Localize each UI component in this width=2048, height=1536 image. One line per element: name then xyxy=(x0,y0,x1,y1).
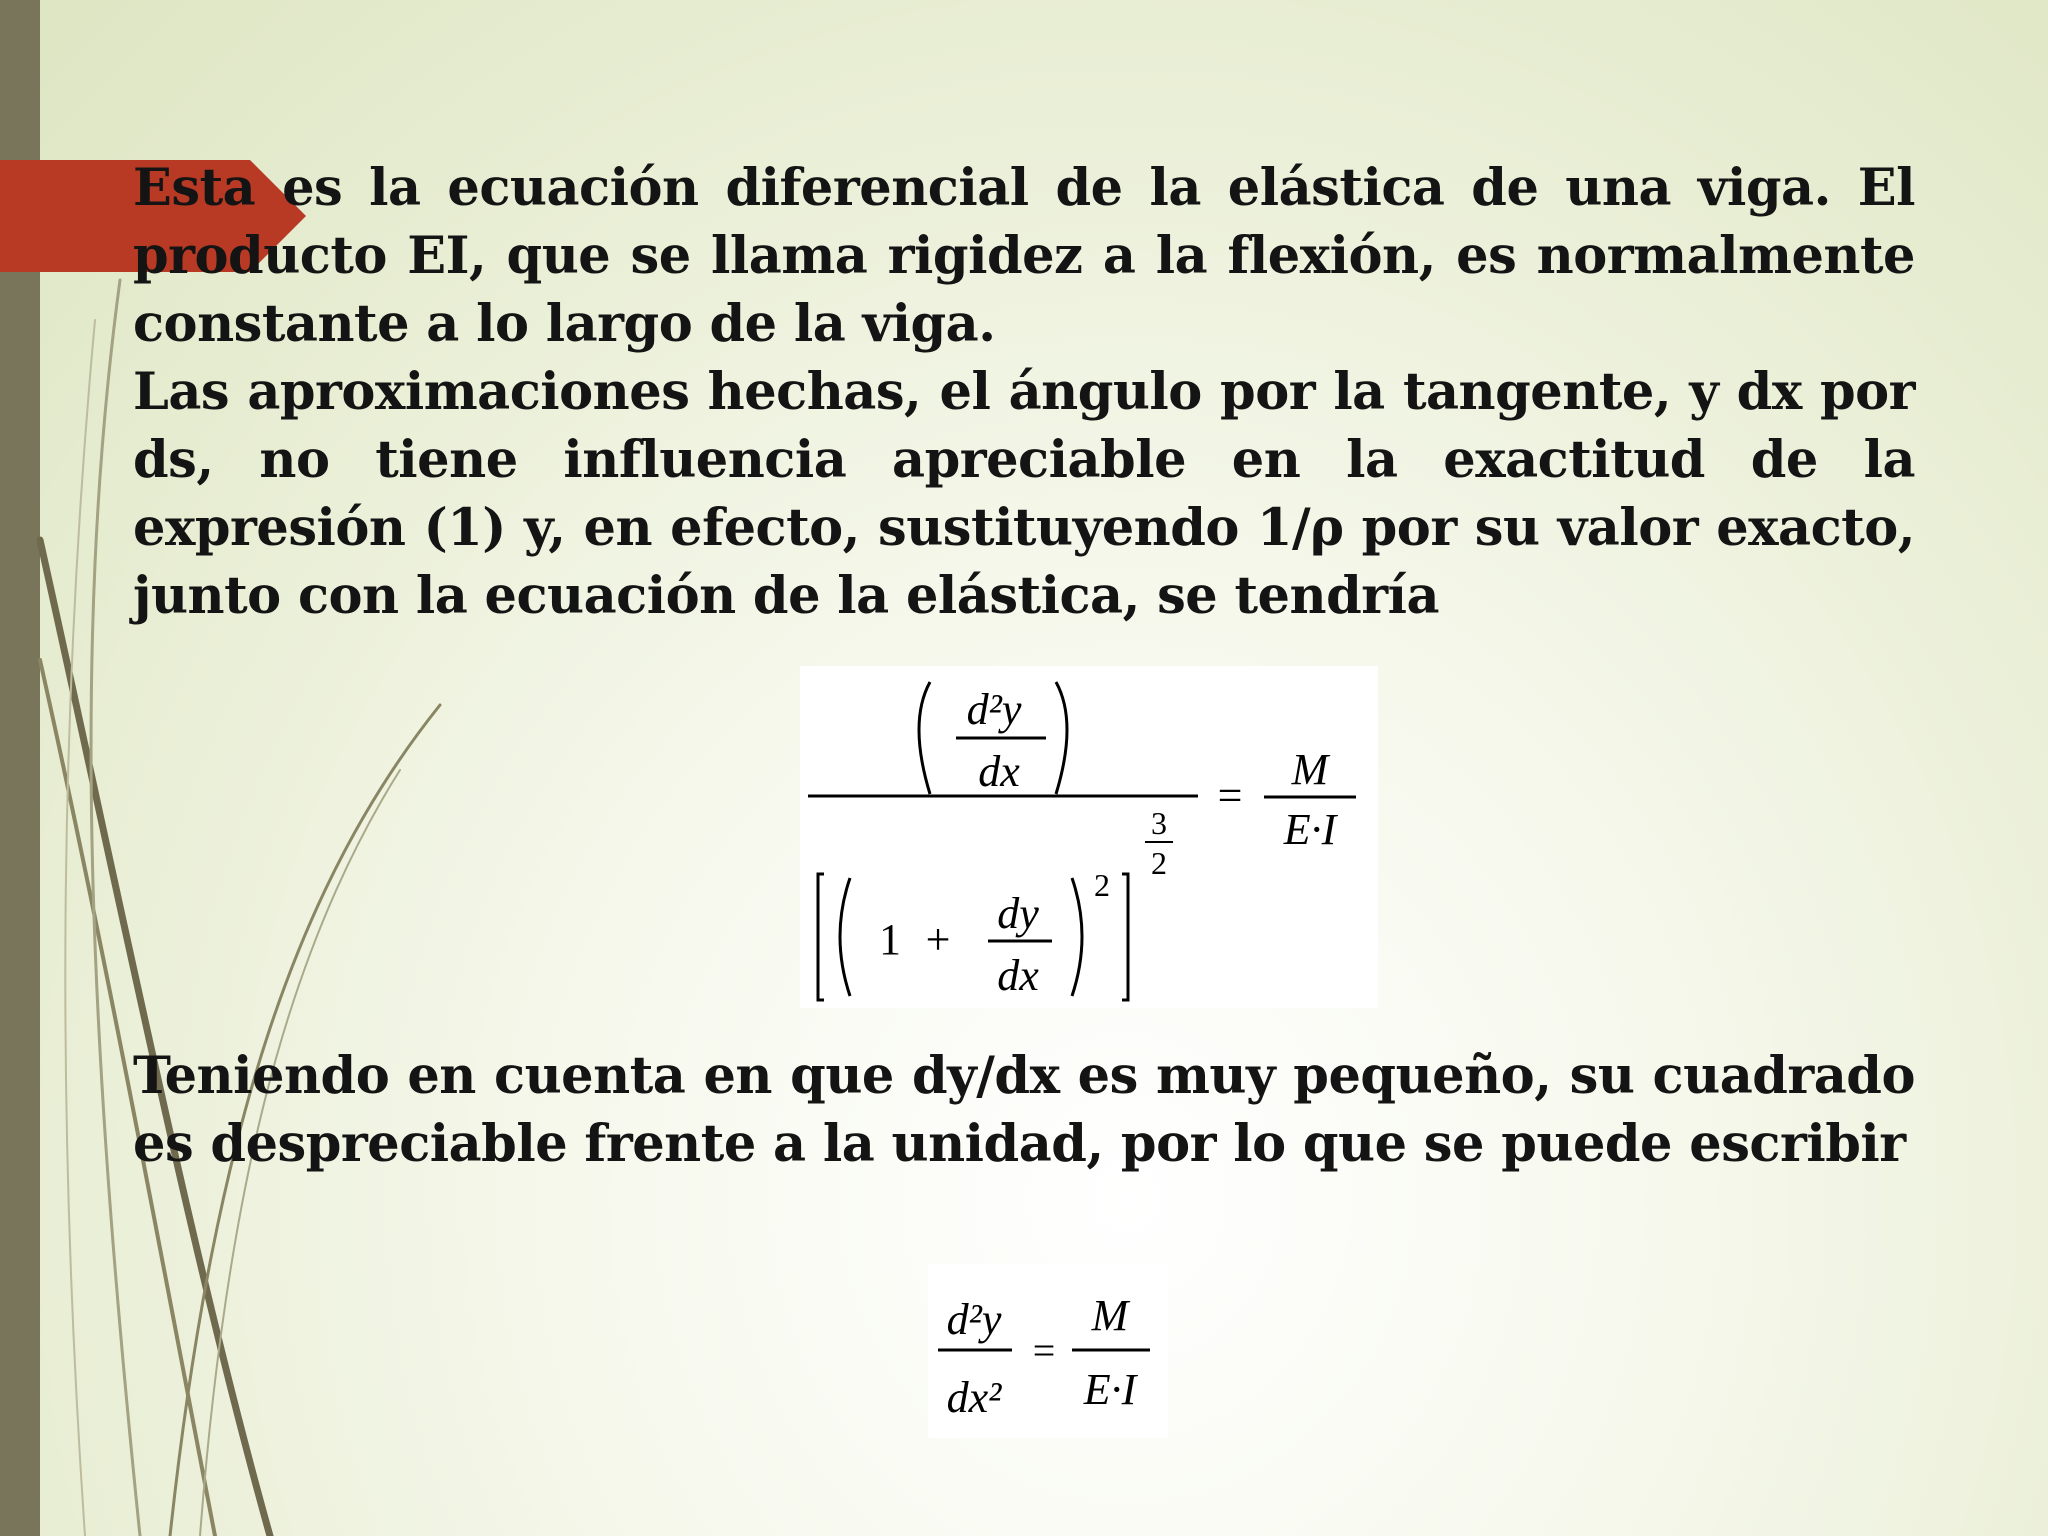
inner-exponent: 2 xyxy=(1094,867,1110,903)
paragraph-elastic-equation: Esta es la ecuación diferencial de la elástica de una viga. El producto EI, que se llama rigidez a la flexión, es normalmente constante a lo largo de la viga. xyxy=(133,158,1915,354)
simplified-curvature-formula xyxy=(928,1264,1168,1438)
rhs-den: E·I xyxy=(1283,805,1337,854)
lhs-den: dx² xyxy=(946,1373,1002,1422)
num-top: d²y xyxy=(966,685,1022,734)
rhs-den: E·I xyxy=(1083,1365,1137,1414)
inner-one: 1 xyxy=(879,915,901,964)
exact-curvature-formula xyxy=(800,666,1378,1008)
exponent-den: 2 xyxy=(1151,845,1167,881)
dx: dx xyxy=(997,951,1039,1000)
equals-sign: = xyxy=(1217,771,1243,820)
rhs-num: M xyxy=(1291,745,1329,794)
dy: dy xyxy=(997,889,1039,938)
paragraph-approximations: Las aproximaciones hechas, el ángulo por la tangente, y dx por ds, no tiene influencia apreciable en la exactitud de la expresión (1) y, en efecto, sustituyendo 1/ρ por su valor exacto, junto con la ecuación de la elástica, se tendría xyxy=(133,362,1915,626)
lhs-num: d²y xyxy=(946,1295,1002,1344)
rhs-num: M xyxy=(1091,1291,1129,1340)
exponent-num: 3 xyxy=(1151,805,1167,841)
paragraph-small-slope: Teniendo en cuenta en que dy/dx es muy pequeño, su cuadrado es despreciable frente a la unidad, por lo que se puede escribir xyxy=(133,1046,1915,1174)
plus-sign: + xyxy=(925,915,951,964)
num-bottom: dx xyxy=(978,747,1020,796)
equals-sign: = xyxy=(1032,1328,1056,1373)
